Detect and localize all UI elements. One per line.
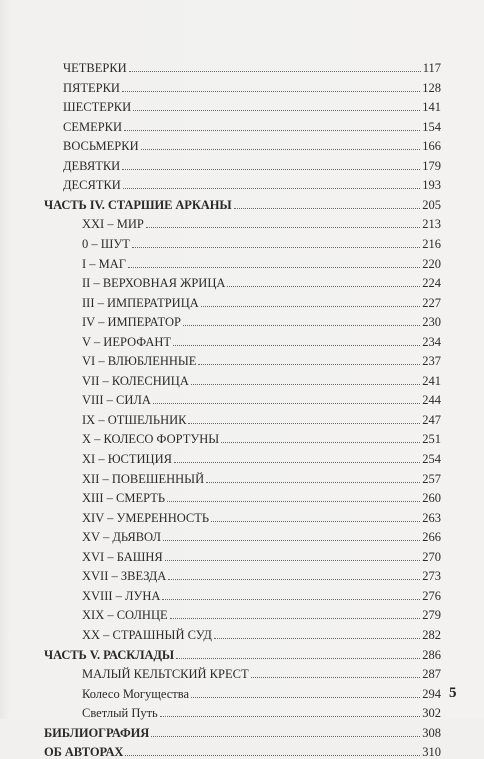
toc-entry — [82, 525, 441, 544]
page-number: 5 — [449, 685, 457, 701]
toc-entry-page: 244 — [422, 393, 441, 408]
toc-entry-page: 273 — [422, 569, 441, 584]
toc-entry-page: 247 — [422, 412, 441, 427]
toc-entry-page: 308 — [422, 725, 441, 740]
toc-entry-page: 310 — [422, 745, 441, 759]
toc-entry-title: МАЛЫЙ КЕЛЬТСКИЙ КРЕСТ — [82, 667, 249, 682]
dot-leader — [173, 344, 420, 346]
dot-leader — [188, 422, 420, 424]
toc-entry-page: 216 — [422, 236, 441, 251]
dot-leader — [163, 539, 420, 541]
toc-entry — [82, 252, 441, 271]
toc-entry — [82, 212, 441, 231]
toc-entry — [82, 330, 441, 349]
toc-entry-title: ЧЕТВЕРКИ — [63, 61, 127, 75]
toc-entry — [82, 506, 441, 525]
toc-entry — [82, 486, 441, 505]
toc-entry-page: 234 — [422, 334, 441, 349]
toc-entry-page: 154 — [422, 119, 441, 134]
dot-leader — [227, 285, 420, 287]
toc-entry-title: ОБ АВТОРАХ — [44, 745, 124, 759]
toc-entry-title: ЧАСТЬ V. РАСКЛАДЫ — [44, 647, 175, 662]
toc-entry-title: ШЕСТЕРКИ — [63, 100, 132, 115]
dot-leader — [201, 305, 421, 307]
dot-leader — [122, 168, 420, 170]
toc-entry-page: 117 — [422, 61, 441, 75]
toc-entry — [82, 584, 441, 603]
dot-leader — [198, 363, 420, 365]
toc-entry-page: 254 — [422, 452, 441, 466]
dot-leader — [165, 559, 421, 561]
toc-entry — [82, 388, 441, 407]
toc-entry-title: Колесо Могущества — [82, 686, 190, 701]
dot-leader — [125, 754, 420, 756]
toc-entry — [82, 545, 441, 564]
toc-entry-title: СЕМЕРКИ — [63, 119, 123, 134]
dot-leader — [183, 324, 420, 326]
toc-entry-page: 287 — [422, 667, 441, 682]
toc-entry-title: II – ВЕРХОВНАЯ ЖРИЦА — [82, 276, 226, 291]
toc-entry — [82, 682, 441, 701]
dot-leader — [221, 441, 420, 443]
toc-entry-title: XV – ДЬЯВОЛ — [82, 530, 161, 545]
toc-entry — [63, 95, 441, 114]
toc-entry — [82, 623, 441, 642]
dot-leader — [214, 637, 420, 639]
toc-entry-page: 213 — [422, 217, 441, 232]
toc-entry-title: XVIII – ЛУНА — [82, 588, 161, 603]
toc-entry — [63, 56, 441, 75]
dot-leader — [174, 461, 420, 463]
toc-entry-page: 230 — [422, 315, 441, 330]
toc-entry-title: XVI – БАШНЯ — [82, 549, 163, 564]
toc-entry-page: 260 — [422, 491, 441, 506]
toc-entry-title: XVII – ЗВЕЗДА — [82, 569, 167, 584]
toc-entry-title: ПЯТЕРКИ — [63, 80, 120, 95]
toc-entry — [82, 662, 441, 681]
toc-entry-page: 270 — [422, 549, 441, 564]
toc-entry-title: XI – ЮСТИЦИЯ — [82, 452, 172, 466]
dot-leader — [133, 109, 420, 111]
toc-entry-page: 205 — [422, 197, 441, 212]
dot-leader — [211, 520, 420, 522]
dot-leader — [234, 207, 421, 209]
toc-entry-page: 276 — [422, 588, 441, 603]
toc-part-entry — [44, 643, 441, 662]
dot-leader — [191, 696, 420, 698]
toc-entry — [63, 115, 441, 134]
toc-entry — [82, 369, 441, 388]
toc-entry-title: ДЕВЯТКИ — [63, 158, 121, 173]
toc-entry-page: 263 — [422, 510, 441, 525]
toc-entry — [82, 349, 441, 368]
toc-part-entry — [44, 721, 441, 740]
toc-entry — [82, 564, 441, 583]
toc-part-entry — [44, 740, 441, 759]
toc-entry-title: I – МАГ — [82, 256, 127, 271]
dot-leader — [128, 266, 420, 268]
toc-entry — [63, 154, 441, 173]
toc-entry-page: 282 — [422, 627, 441, 642]
toc-entry-title: XX – СТРАШНЫЙ СУД — [82, 627, 212, 642]
toc-entry — [82, 447, 441, 466]
toc-entry-page: 302 — [422, 706, 441, 721]
dot-leader — [206, 481, 420, 483]
dot-leader — [170, 617, 421, 619]
toc-entry-title: VIII – СИЛА — [82, 393, 151, 408]
toc-entry — [63, 134, 441, 153]
toc-entry-page: 166 — [422, 139, 441, 154]
toc-entry-title: VI – ВЛЮБЛЕННЫЕ — [82, 354, 197, 369]
toc-entry-title: IX – ОТШЕЛЬНИК — [82, 412, 187, 427]
dot-leader — [132, 246, 420, 248]
toc-entry-title: Светлый Путь — [82, 706, 158, 721]
toc-entry-page: 193 — [422, 178, 441, 193]
toc-entry-title: 0 – ШУТ — [82, 236, 130, 251]
toc-entry-page: 237 — [422, 354, 441, 369]
toc-entry-page: 294 — [422, 686, 441, 701]
toc-entry-title: XII – ПОВЕШЕННЫЙ — [82, 471, 205, 486]
toc-entry — [82, 408, 441, 427]
dot-leader — [176, 657, 420, 659]
dot-leader — [124, 129, 420, 131]
dot-leader — [151, 735, 420, 737]
dot-leader — [168, 578, 420, 580]
toc-entry-page: 220 — [422, 256, 441, 271]
dot-leader — [251, 676, 421, 678]
toc-entry — [82, 291, 441, 310]
toc-entry-title: VII – КОЛЕСНИЦА — [82, 373, 189, 388]
dot-leader — [160, 715, 420, 717]
toc-entry-page: 257 — [422, 471, 441, 486]
toc-entry-title: V – ИЕРОФАНТ — [82, 334, 172, 349]
toc-entry-title: ЧАСТЬ IV. СТАРШИЕ АРКАНЫ — [44, 197, 232, 212]
toc-entry — [82, 271, 441, 290]
toc-entry-page: 266 — [422, 530, 441, 545]
dot-leader — [153, 402, 420, 404]
toc-entry — [63, 173, 441, 192]
toc-entry-title: БИБЛИОГРАФИЯ — [44, 725, 150, 740]
dot-leader — [141, 148, 421, 150]
toc-entry-page: 179 — [422, 158, 441, 173]
toc-entry-title: ВОСЬМЕРКИ — [63, 139, 139, 154]
toc-entry-page: 286 — [422, 647, 441, 662]
dot-leader — [167, 500, 420, 502]
toc-part-entry — [44, 193, 441, 212]
toc-entry-page: 141 — [422, 100, 441, 115]
dot-leader — [191, 383, 420, 385]
toc-entry-title: ДЕСЯТКИ — [63, 178, 121, 193]
toc-entry — [82, 232, 441, 251]
toc-entry-page: 251 — [422, 432, 441, 447]
toc-entry-title: IV – ИМПЕРАТОР — [82, 315, 181, 330]
toc-entry-page: 241 — [422, 373, 441, 388]
toc-entry-title: III – ИМПЕРАТРИЦА — [82, 295, 199, 310]
dot-leader — [146, 226, 420, 228]
toc-entry-title: XIII – СМЕРТЬ — [82, 491, 166, 506]
toc-entry-title: XXI – МИР — [82, 217, 144, 232]
toc-entry-title: XIX – СОЛНЦЕ — [82, 608, 168, 623]
toc-entry-page: 227 — [422, 295, 441, 310]
toc-entry — [82, 701, 441, 720]
dot-leader — [122, 90, 420, 92]
toc-entry-page: 224 — [422, 276, 441, 291]
toc-entry-title: XIV – УМЕРЕННОСТЬ — [82, 510, 210, 525]
toc-entry — [82, 467, 441, 486]
dot-leader — [129, 70, 421, 72]
dot-leader — [123, 187, 420, 189]
toc-entry — [82, 310, 441, 329]
toc-entry-page: 279 — [422, 608, 441, 623]
toc-entry — [63, 76, 441, 95]
toc-entry-page: 128 — [422, 80, 441, 95]
toc-entry — [82, 603, 441, 622]
toc-entry — [82, 427, 441, 446]
dot-leader — [162, 598, 420, 600]
toc-entry-title: X – КОЛЕСО ФОРТУНЫ — [82, 432, 220, 447]
